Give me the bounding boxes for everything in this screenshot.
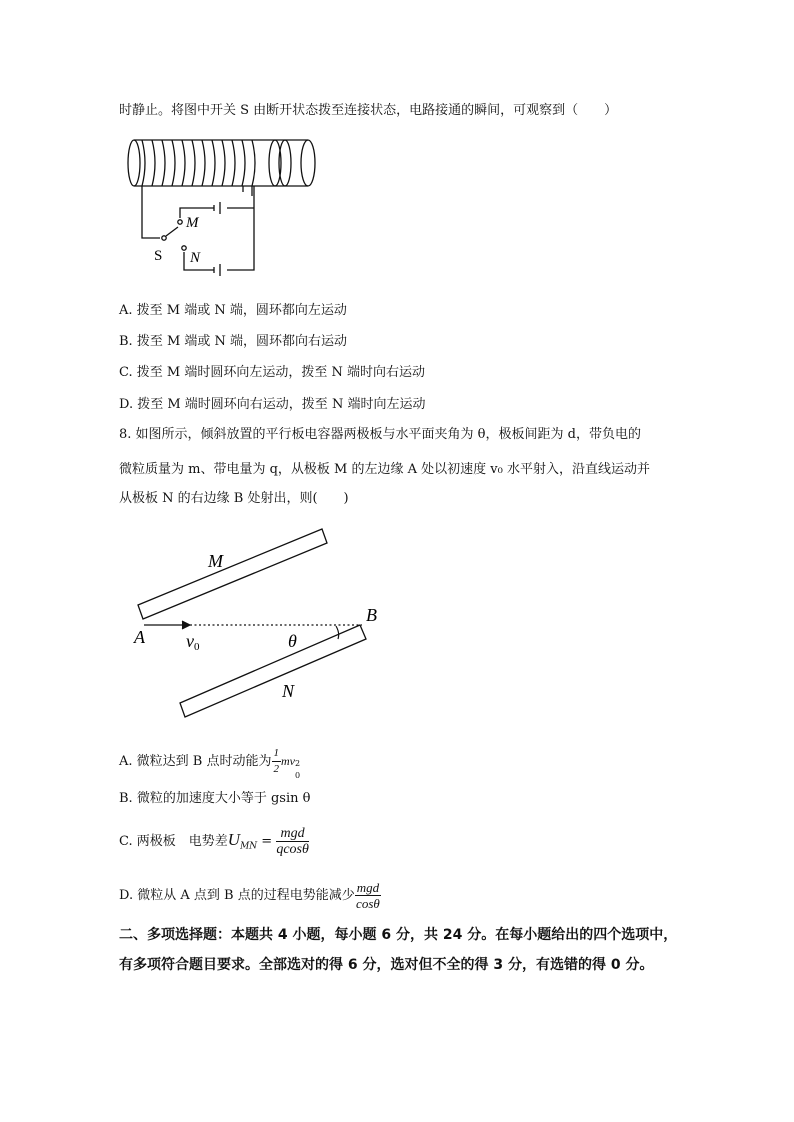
option-a-fraction: $\frac{1}{2}$	[273, 747, 279, 775]
switch-m-label: M	[186, 215, 199, 231]
section-2-header: 二、多项选择题：本题共 4 小题，每小题 6 分，共 24 分。在每小题给出的四个选项中，有多项符合题目要求。全部选对的得 6 分，选对但不全的得 3 分，有选错的得 0 分。	[119, 927, 678, 973]
q8-stem-line-3: 从极板 N 的右边缘 B 处射出，则( )	[119, 491, 349, 506]
option-c-fraction: $\frac{\text{mgd}}{qcos\theta}$	[276, 826, 309, 857]
q8-option-d[interactable]: D. 微粒从 A 点到 B 点的过程电势能减少 $\frac{\text{mgd}}{\cos\theta}$	[119, 880, 380, 911]
q7-option-b[interactable]: B. 拨至 M 端或 N 端，圆环都向右运动	[119, 334, 348, 349]
q8-stem-line-2: 微粒质量为 m、带电量为 q，从极板 M 的左边缘 A 处以初速度 v₀ 水平射入，沿直线运动并	[119, 462, 650, 477]
theta-label: θ	[288, 631, 297, 651]
q7-option-c[interactable]: C. 拨至 M 端时圆环向左运动，拨至 N 端时向右运动	[119, 365, 425, 380]
switch-n-label: N	[190, 250, 201, 266]
solenoid-circuit-figure	[120, 132, 330, 282]
plate-n-label: N	[282, 681, 295, 701]
point-b-label: B	[366, 605, 377, 625]
q7-option-d[interactable]: D. 拨至 M 端时圆环向右运动，拨至 N 端时向左运动	[119, 397, 426, 412]
q8-stem-line-1: 8. 如图所示，倾斜放置的平行板电容器两极板与水平面夹角为 θ，极板间距为 d，带负电的	[119, 427, 641, 442]
capacitor-figure	[130, 525, 400, 725]
option-d-fraction: $\frac{\text{mgd}}{\cos\theta}$	[356, 880, 380, 911]
velocity-label: v0	[186, 631, 200, 653]
plate-m-label: M	[208, 551, 223, 571]
intro-line: 时静止。将图中开关 S 由断开状态拨至连接状态，电路接通的瞬间，可观察到（ ）	[119, 103, 618, 118]
q8-option-b[interactable]: B. 微粒的加速度大小等于 gsin θ	[119, 791, 311, 806]
q8-option-c[interactable]: C. 两极板 电势差$U_{MN}$ = $\frac{\text{mgd}}{qcos\theta}$	[119, 826, 309, 857]
switch-s-label: S	[154, 248, 163, 264]
point-a-label: A	[134, 627, 145, 647]
q7-option-a[interactable]: A. 拨至 M 端或 N 端，圆环都向左运动	[119, 303, 347, 318]
q8-option-a[interactable]: A. 微粒达到 B 点时动能为 $\frac{1}{2}$ mv 2 0	[119, 747, 301, 780]
